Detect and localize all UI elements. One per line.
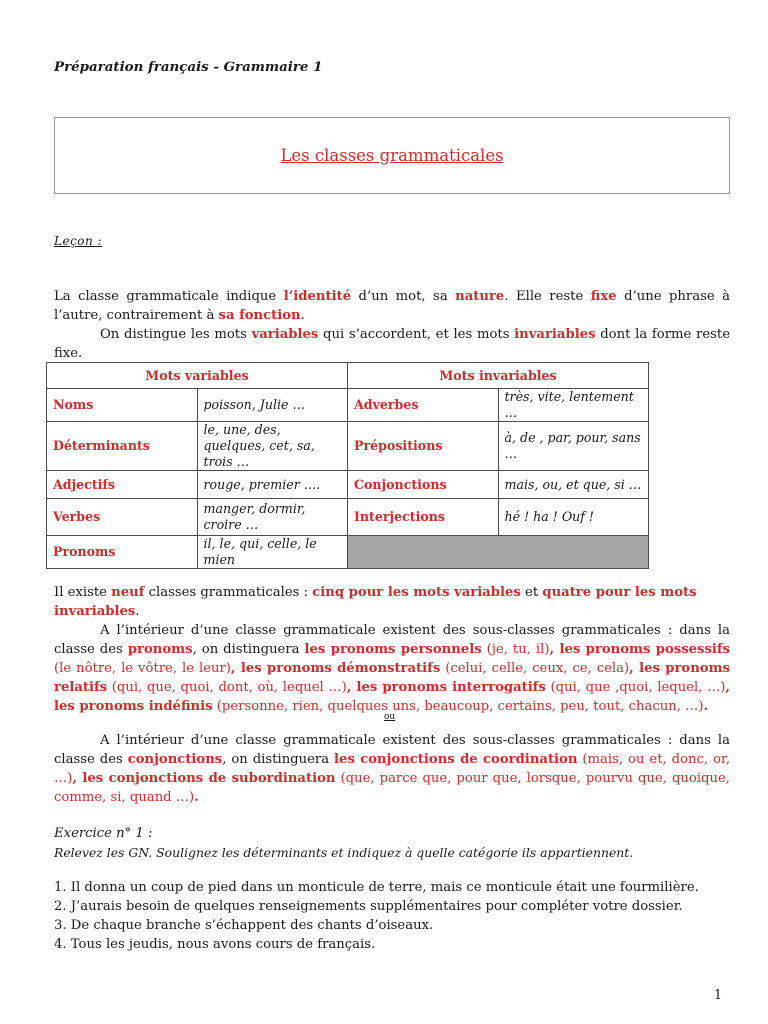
keyword-invariables: invariables [514,327,596,342]
class-examples: très, vite, lentement … [498,389,649,422]
class-examples: il, le, qui, celle, le mien [197,536,348,569]
list-item: 2. J’aurais besoin de quelques renseignements supplémentaires pour compléter votre dossier. [54,899,683,914]
class-name: Adverbes [348,389,499,422]
empty-grey-cell [348,536,649,569]
class-examples: le, une, des, quelques, cet, sa, trois … [197,422,348,471]
header-mots-invariables: Mots invariables [348,363,649,389]
keyword-fixe: fixe [590,289,617,304]
keyword-identite: l’identité [283,289,352,304]
exercise-list [54,878,699,954]
keyword-fonction: sa fonction [218,308,301,323]
exercise-title: Exercice n° 1 : [54,826,153,841]
class-examples: à, de , par, pour, sans … [498,422,649,471]
class-examples: mais, ou, et que, si … [498,471,649,499]
table-row [47,389,649,422]
intro-sentence-2: On distingue les mots variables qui s’accordent, et les mots invariables dont la forme reste fixe. [54,327,730,361]
class-name: Noms [47,389,198,422]
class-name: Prépositions [348,422,499,471]
class-examples: poisson, Julie … [197,389,348,422]
keyword-neuf: neuf [111,585,145,600]
table-row [47,499,649,536]
page-title: Les classes grammaticales [280,146,504,165]
header-mots-variables: Mots variables [47,363,348,389]
title-box [54,117,730,194]
class-name: Pronoms [47,536,198,569]
class-name: Déterminants [47,422,198,471]
keyword-nature: nature [455,289,505,304]
class-name: Interjections [348,499,499,536]
list-item: 1. Il donna un coup de pied dans un monticule de terre, mais ce monticule était une fourmilière. [54,880,699,895]
lesson-label: Leçon : [54,234,103,248]
class-name: Verbes [47,499,198,536]
keyword-variables: variables [251,327,319,342]
table-row [47,422,649,471]
class-name: Adjectifs [47,471,198,499]
table-row [47,471,649,499]
document-header: Préparation français - Grammaire 1 [54,59,323,75]
page-number: 1 [714,987,723,1002]
conjonctions-paragraph: A l’intérieur d’une classe grammaticale existent des sous-classes grammaticales : dans la classe des conjonctions, on distinguera les conjonctions de coordination (mais, ou et, donc, or, …), les conjonctions de subordination (que, parce que, pour que, lorsque, pourvu que, quoique, comme, si, quand …). [54,733,731,805]
pronoms-paragraph: A l’intérieur d’une classe grammaticale existent des sous-classes grammaticales : dans la classe des pronoms, on distinguera les pronoms personnels (je, tu, il), les pronoms possessifs (le nôtre, le vôtre, le leur), les pronoms démonstratifs (celui, celle, ceux, ce, cela), les pronoms relatifs (qui, que, quoi, dont, où, lequel …), les pronoms interrogatifs (qui, que ,quoi, lequel, …), les pronoms indéfinis (personne, rien, quelques uns, beaucoup, certains, peu, tout, chacun, …). [54,623,731,714]
keyword-cinq: cinq pour les mots variables [312,585,521,600]
list-item: 4. Tous les jeudis, nous avons cours de français. [54,937,376,952]
keyword-quatre: quatre pour les mots invariables [54,585,697,619]
class-name: Conjonctions [348,471,499,499]
class-examples: manger, dormir, croire … [197,499,348,536]
intro-paragraph [54,287,730,363]
table-header-row [47,363,649,389]
classes-table [46,362,649,569]
class-examples: hé ! ha ! Ouf ! [498,499,649,536]
exercise-instruction: Relevez les GN. Soulignez les déterminants et indiquez à quelle catégorie ils appartiennent. [54,845,634,860]
ou-separator: ou [384,712,396,722]
class-examples: rouge, premier …. [197,471,348,499]
table-row [47,536,649,569]
intro-sentence-1: La classe grammaticale indique l’identité d’un mot, sa nature. Elle reste fixe d’une phrase à l’autre, contrairement à sa fonction. [54,289,730,323]
nine-classes-sentence: Il existe neuf classes grammaticales : cinq pour les mots variables et quatre pour les mots invariables. [54,585,697,619]
list-item: 3. De chaque branche s’échappent des chants d’oiseaux. [54,918,434,933]
